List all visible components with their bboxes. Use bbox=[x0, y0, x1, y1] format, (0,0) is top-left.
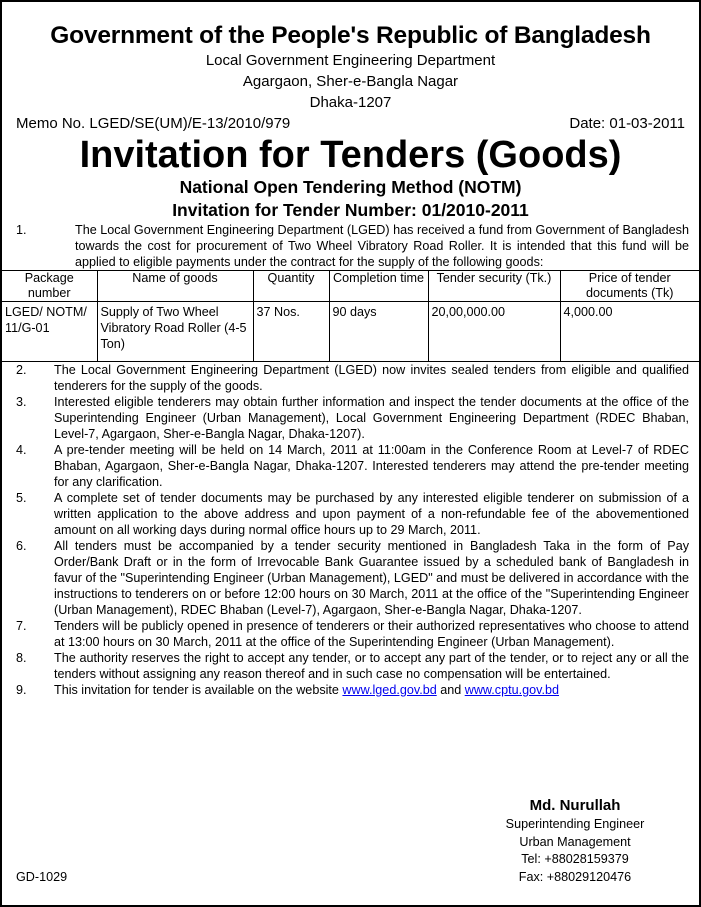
clause-text: The authority reserves the right to accept any tender, or to accept any part of the tender, or to reject any or all the tenders without assigning any reason thereof and in such case no compensation will be entertained. bbox=[54, 651, 689, 681]
cell-name-of-goods: Supply of Two Wheel Vibratory Road Roller (4-5 Ton) bbox=[97, 302, 253, 362]
table-row bbox=[2, 302, 699, 362]
cell-completion-time: 90 days bbox=[329, 302, 428, 362]
clause-3 bbox=[2, 394, 699, 442]
clause-text: Interested eligible tenderers may obtain further information and inspect the tender documents at the office of the Superintending Engineer (Urban Management), Local Government Engineering Department (RDEC Bhaban, Level-7, Agargaon, Sher-e-Bangla Nagar, Dhaka-1207). bbox=[54, 395, 689, 441]
signatory-tel: Tel: +88028159379 bbox=[521, 852, 629, 866]
memo-number: Memo No. LGED/SE(UM)/E-13/2010/979 bbox=[16, 115, 291, 132]
clause-text: The Local Government Engineering Department (LGED) now invites sealed tenders from eligible and qualified tenderers for the supply of the goods. bbox=[54, 363, 689, 393]
clause-number: 3. bbox=[16, 395, 27, 409]
main-title: Invitation for Tenders (Goods) bbox=[79, 134, 622, 176]
clause-number: 7. bbox=[16, 619, 27, 633]
clause-text: Tenders will be publicly opened in presence of tenderers or their authorized representatives who choose to attend at 13:00 hours on 30 March, 2011 at the office of the Superintending Engineer (Urban Management). bbox=[54, 619, 689, 649]
clause-5 bbox=[2, 490, 699, 538]
memo-row bbox=[2, 113, 699, 133]
clause-number: 1. bbox=[16, 223, 27, 237]
clause-number: 5. bbox=[16, 491, 27, 505]
address-line-1: Agargaon, Sher-e-Bangla Nagar bbox=[242, 73, 459, 90]
signature-block bbox=[487, 796, 663, 886]
cell-document-price: 4,000.00 bbox=[560, 302, 699, 362]
header-name-of-goods: Name of goods bbox=[97, 271, 253, 302]
address-line-2: Dhaka-1207 bbox=[309, 94, 392, 111]
clause-2 bbox=[2, 362, 699, 394]
header-document-price: Price of tender documents (Tk) bbox=[560, 271, 699, 302]
clause-list bbox=[2, 362, 699, 698]
header-tender-security: Tender security (Tk.) bbox=[428, 271, 560, 302]
clause-9-text: This invitation for tender is available on the website bbox=[54, 683, 343, 697]
signatory-name: Md. Nurullah bbox=[529, 797, 621, 814]
department-name: Local Government Engineering Department bbox=[205, 52, 496, 69]
clause-9 bbox=[2, 682, 699, 698]
clause-4 bbox=[2, 442, 699, 490]
tender-number: Invitation for Tender Number: 01/2010-2011 bbox=[172, 200, 529, 220]
cell-tender-security: 20,00,000.00 bbox=[428, 302, 560, 362]
goods-table bbox=[2, 270, 699, 362]
clause-number: 4. bbox=[16, 443, 27, 457]
clause-8 bbox=[2, 650, 699, 682]
signatory-fax: Fax: +88029120476 bbox=[518, 869, 632, 884]
government-heading: Government of the People's Republic of Bangladesh bbox=[50, 22, 651, 49]
clause-number: 2. bbox=[16, 363, 27, 377]
clause-number: 6. bbox=[16, 539, 27, 553]
header-quantity: Quantity bbox=[253, 271, 329, 302]
clause-number: 8. bbox=[16, 651, 27, 665]
cell-package-number: LGED/ NOTM/ 11/G-01 bbox=[2, 302, 97, 362]
memo-date: Date: 01-03-2011 bbox=[569, 115, 685, 132]
clause-number: 9. bbox=[16, 683, 27, 697]
clause-1 bbox=[2, 222, 699, 270]
clause-9-conjunction: and bbox=[436, 683, 465, 697]
reference-code: GD-1029 bbox=[16, 870, 68, 884]
clause-text bbox=[54, 682, 699, 698]
header-completion-time: Completion time bbox=[329, 271, 428, 302]
clause-text: A complete set of tender documents may be purchased by any interested eligible tenderer on submission of a written application to the above address and upon payment of a non-refundable fee of the abovementioned amount on all working days during normal office hours up to 29 March, 2011. bbox=[54, 491, 689, 537]
tendering-method: National Open Tendering Method (NOTM) bbox=[179, 177, 522, 197]
clause-6 bbox=[2, 538, 699, 618]
signatory-title: Superintending Engineer bbox=[505, 817, 645, 831]
clause-text: The Local Government Engineering Department (LGED) has received a fund from Government of Bangladesh towards the cost for procurement of Two Wheel Vibratory Road Roller. It is intended that this fund will be applied to eligible payments under the contract for the supply of the following goods: bbox=[75, 223, 689, 269]
clause-7 bbox=[2, 618, 699, 650]
header-package-number: Package number bbox=[2, 271, 97, 302]
signatory-unit: Urban Management bbox=[519, 834, 631, 849]
lged-website-link[interactable]: www.lged.gov.bd bbox=[342, 683, 437, 697]
cell-quantity: 37 Nos. bbox=[253, 302, 329, 362]
cptu-website-link[interactable]: www.cptu.gov.bd bbox=[464, 683, 559, 697]
clause-text: A pre-tender meeting will be held on 14 March, 2011 at 11:00am in the Conference Room at Level-7 of RDEC Bhaban, Agargaon, Sher-e-Bangla Nagar, Dhaka-1207. Interested tenderers may attend the pre-tender meeting for any clarification. bbox=[54, 443, 689, 489]
clause-text: All tenders must be accompanied by a tender security mentioned in Bangladesh Taka in the form of Pay Order/Bank Draft or in the form of Irrevocable Bank Guarantee issued by a scheduled bank of Bangladesh in favur of the "Superintending Engineer (Urban Management), LGED" and must be delivered in accordance with the instructions to tenderers on or before 12:00 hours on 30 March, 2011 at the office of the "Superintending Engineer (Urban Management), RDEC Bhaban (Level-7), Agargaon, Sher-e-Bangla Nagar, Dhaka-1207. bbox=[54, 539, 689, 617]
table-header-row bbox=[2, 271, 699, 302]
